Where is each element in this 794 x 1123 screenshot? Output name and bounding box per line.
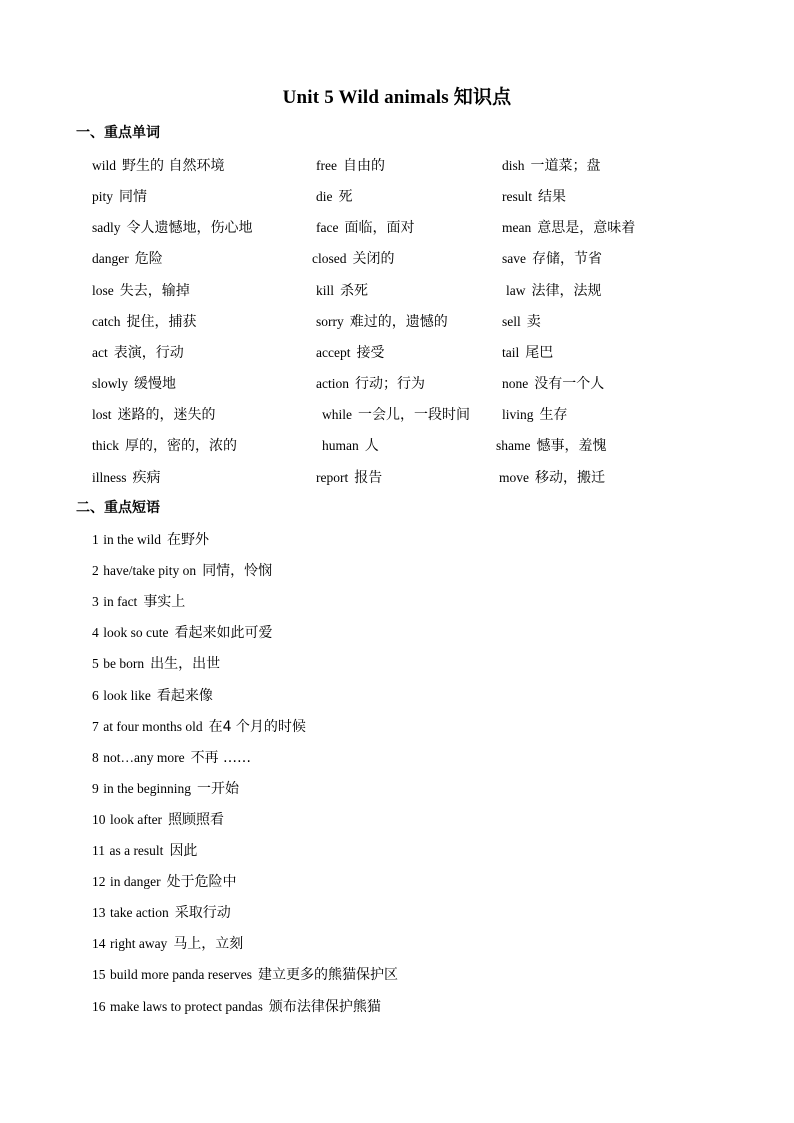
vocab-meaning: 面临，面对 <box>344 220 415 236</box>
phrase-meaning: 同情，怜悯 <box>202 563 273 579</box>
vocab-meaning: 意思是，意味着 <box>537 220 636 236</box>
phrase-number: 5 <box>92 656 99 671</box>
vocab-meaning: 表演，行动 <box>113 345 184 361</box>
vocab-meaning: 一道菜；盘 <box>530 158 601 174</box>
vocab-meaning: 自由的 <box>342 158 385 174</box>
phrase-meaning: 颁布法律保护熊猫 <box>268 999 381 1015</box>
vocab-word: lose <box>92 283 114 298</box>
vocab-meaning: 移动，搬迁 <box>535 470 605 486</box>
phrase-number: 12 <box>92 874 106 889</box>
vocab-entry <box>316 467 382 489</box>
vocab-entry <box>316 186 353 208</box>
vocab-entry <box>502 373 604 395</box>
phrase-english: in the wild <box>103 532 161 547</box>
phrase-english: in danger <box>109 874 161 889</box>
phrase-number: 1 <box>92 532 99 547</box>
vocab-entry <box>496 435 607 457</box>
vocab-entry <box>92 280 190 302</box>
phrase-english: at four months old <box>103 719 203 734</box>
vocab-meaning: 缓慢地 <box>134 376 177 392</box>
vocab-meaning: 生存 <box>539 407 568 423</box>
phrase-item <box>92 529 209 551</box>
vocab-meaning: 存储，节省 <box>532 251 602 267</box>
vocab-word: sell <box>502 314 521 329</box>
vocab-word: closed <box>312 251 347 266</box>
vocab-word: lost <box>92 407 112 422</box>
phrase-english: build more panda reserves <box>109 967 253 982</box>
vocab-entry <box>506 280 602 302</box>
phrase-english: as a result <box>109 843 164 858</box>
phrase-item <box>92 653 220 675</box>
phrase-number: 11 <box>92 843 105 858</box>
vocab-entry <box>502 311 541 333</box>
section-heading-phrases: 二、重点短语 <box>76 500 160 516</box>
vocab-word: free <box>316 158 337 173</box>
phrase-meaning: 马上，立刻 <box>173 936 244 952</box>
phrase-meaning: 采取行动 <box>174 905 231 921</box>
phrase-meaning: 不再 …… <box>190 750 252 766</box>
phrase-meaning: 在4 个月的时候 <box>208 719 306 735</box>
vocab-meaning: 结果 <box>538 189 566 205</box>
vocab-entry <box>316 217 414 239</box>
vocab-entry <box>502 186 566 208</box>
vocab-meaning: 死 <box>338 189 353 205</box>
vocab-word: wild <box>92 158 117 173</box>
vocab-row <box>0 467 794 489</box>
vocab-meaning: 疾病 <box>132 470 161 486</box>
phrase-english: look so cute <box>103 625 169 640</box>
phrase-meaning: 看起来如此可爱 <box>174 625 273 641</box>
phrase-item <box>92 685 213 707</box>
vocab-entry <box>502 155 601 177</box>
vocab-entry <box>92 342 184 364</box>
phrase-english: in the beginning <box>103 781 191 796</box>
phrase-item <box>92 902 231 924</box>
vocab-meaning: 捉住，捕获 <box>126 314 197 330</box>
phrase-english: be born <box>103 656 145 671</box>
vocab-entry <box>316 280 368 302</box>
phrase-meaning: 照顾照看 <box>168 812 225 828</box>
vocab-meaning: 憾事，羞愧 <box>536 438 607 454</box>
phrase-english: right away <box>109 936 168 951</box>
vocab-word: move <box>499 470 529 485</box>
vocab-entry <box>502 404 568 426</box>
phrase-english: not…any more <box>103 750 185 765</box>
vocab-word: danger <box>92 251 129 266</box>
vocab-entry <box>502 217 635 239</box>
vocab-word: die <box>316 189 333 204</box>
vocab-entry <box>316 155 385 177</box>
vocab-entry <box>92 248 163 270</box>
vocab-row <box>0 248 794 270</box>
vocab-entry <box>92 155 224 177</box>
vocab-entry <box>316 373 425 395</box>
phrase-item <box>92 964 398 986</box>
phrase-item <box>92 747 251 769</box>
vocab-meaning: 接受 <box>356 345 385 361</box>
vocab-row <box>0 404 794 426</box>
phrase-english: make laws to protect pandas <box>109 999 263 1014</box>
vocab-word: result <box>502 189 532 204</box>
vocab-word: human <box>322 438 359 453</box>
vocab-entry <box>322 404 470 426</box>
vocab-word: mean <box>502 220 532 235</box>
phrase-meaning: 在野外 <box>166 532 209 548</box>
phrase-meaning: 一开始 <box>196 781 239 797</box>
phrase-item <box>92 778 239 800</box>
vocab-entry <box>92 217 253 239</box>
vocab-entry <box>502 342 553 364</box>
vocab-meaning: 卖 <box>526 314 541 330</box>
phrase-item <box>92 591 185 613</box>
vocab-entry <box>92 435 237 457</box>
vocab-meaning: 人 <box>364 438 379 454</box>
phrase-item <box>92 622 272 644</box>
phrase-meaning: 出生，出世 <box>150 656 221 672</box>
vocab-meaning: 尾巴 <box>525 345 554 361</box>
phrase-number: 7 <box>92 719 99 734</box>
vocab-entry <box>92 311 196 333</box>
vocab-word: living <box>502 407 534 422</box>
vocab-word: catch <box>92 314 121 329</box>
vocab-word: save <box>502 251 526 266</box>
phrase-item <box>92 560 272 582</box>
vocab-word: pity <box>92 189 114 204</box>
vocab-entry <box>92 404 216 426</box>
vocab-word: dish <box>502 158 525 173</box>
vocab-meaning: 失去，输掉 <box>119 283 190 299</box>
vocab-meaning: 迷路的，迷失的 <box>117 407 216 423</box>
phrase-meaning: 因此 <box>169 843 198 859</box>
vocab-entry <box>499 467 605 489</box>
vocab-entry <box>502 248 602 270</box>
vocab-row <box>0 373 794 395</box>
vocab-meaning: 关闭的 <box>352 251 395 267</box>
vocab-meaning: 杀死 <box>340 283 369 299</box>
vocab-word: action <box>316 376 349 391</box>
vocab-meaning: 同情 <box>119 189 148 205</box>
vocab-word: face <box>316 220 339 235</box>
vocab-word: while <box>322 407 352 422</box>
vocab-meaning: 没有一个人 <box>534 376 605 392</box>
vocab-row <box>0 186 794 208</box>
vocab-word: sorry <box>316 314 344 329</box>
vocab-entry <box>312 248 395 270</box>
vocab-meaning: 行动；行为 <box>355 376 425 392</box>
phrase-meaning: 处于危险中 <box>166 874 237 890</box>
vocab-word: tail <box>502 345 520 360</box>
vocab-entry <box>92 467 161 489</box>
vocab-entry <box>316 342 384 364</box>
vocab-row <box>0 435 794 457</box>
vocab-meaning: 一会儿，一段时间 <box>358 407 470 423</box>
phrase-english: look after <box>109 812 163 827</box>
vocab-word: report <box>316 470 349 485</box>
phrase-number: 14 <box>92 936 106 951</box>
page-title: Unit 5 Wild animals 知识点 <box>282 87 512 108</box>
phrase-number: 4 <box>92 625 99 640</box>
phrase-item <box>92 809 224 831</box>
phrase-english: in fact <box>103 594 138 609</box>
section-heading-vocabulary: 一、重点单词 <box>76 125 160 141</box>
phrase-meaning: 事实上 <box>143 594 186 610</box>
vocab-row <box>0 280 794 302</box>
phrase-number: 2 <box>92 563 99 578</box>
vocab-meaning: 野生的 自然环境 <box>122 158 225 174</box>
phrase-number: 13 <box>92 905 106 920</box>
phrase-number: 9 <box>92 781 99 796</box>
vocab-entry <box>92 373 176 395</box>
vocab-meaning: 危险 <box>134 251 163 267</box>
vocab-entry <box>322 435 379 457</box>
vocab-entry <box>316 311 448 333</box>
vocab-word: thick <box>92 438 119 453</box>
vocab-word: kill <box>316 283 335 298</box>
phrase-item <box>92 716 306 738</box>
phrase-meaning: 看起来像 <box>156 688 213 704</box>
phrase-number: 6 <box>92 688 99 703</box>
vocab-meaning: 令人遗憾地，伤心地 <box>126 220 253 236</box>
vocab-word: sadly <box>92 220 121 235</box>
phrase-english: have/take pity on <box>103 563 197 578</box>
vocab-word: none <box>502 376 529 391</box>
vocab-word: shame <box>496 438 531 453</box>
vocab-row <box>0 217 794 239</box>
vocab-word: law <box>506 283 526 298</box>
vocab-word: illness <box>92 470 127 485</box>
vocab-meaning: 法律，法规 <box>531 283 602 299</box>
phrase-item <box>92 933 243 955</box>
phrase-english: look like <box>103 688 151 703</box>
vocab-meaning: 厚的，密的，浓的 <box>125 438 237 454</box>
phrase-item <box>92 871 237 893</box>
vocab-row <box>0 311 794 333</box>
phrase-number: 8 <box>92 750 99 765</box>
vocab-word: slowly <box>92 376 129 391</box>
vocab-word: accept <box>316 345 351 360</box>
vocab-row <box>0 342 794 364</box>
phrase-meaning: 建立更多的熊猫保护区 <box>258 967 399 983</box>
vocab-meaning: 难过的，遗憾的 <box>349 314 448 330</box>
phrase-number: 16 <box>92 999 106 1014</box>
phrase-number: 15 <box>92 967 106 982</box>
phrase-english: take action <box>109 905 169 920</box>
phrase-item <box>92 840 197 862</box>
vocab-meaning: 报告 <box>354 470 383 486</box>
vocab-word: act <box>92 345 108 360</box>
phrase-number: 10 <box>92 812 106 827</box>
vocab-row <box>0 155 794 177</box>
phrase-number: 3 <box>92 594 99 609</box>
vocab-entry <box>92 186 147 208</box>
phrase-item <box>92 996 381 1018</box>
